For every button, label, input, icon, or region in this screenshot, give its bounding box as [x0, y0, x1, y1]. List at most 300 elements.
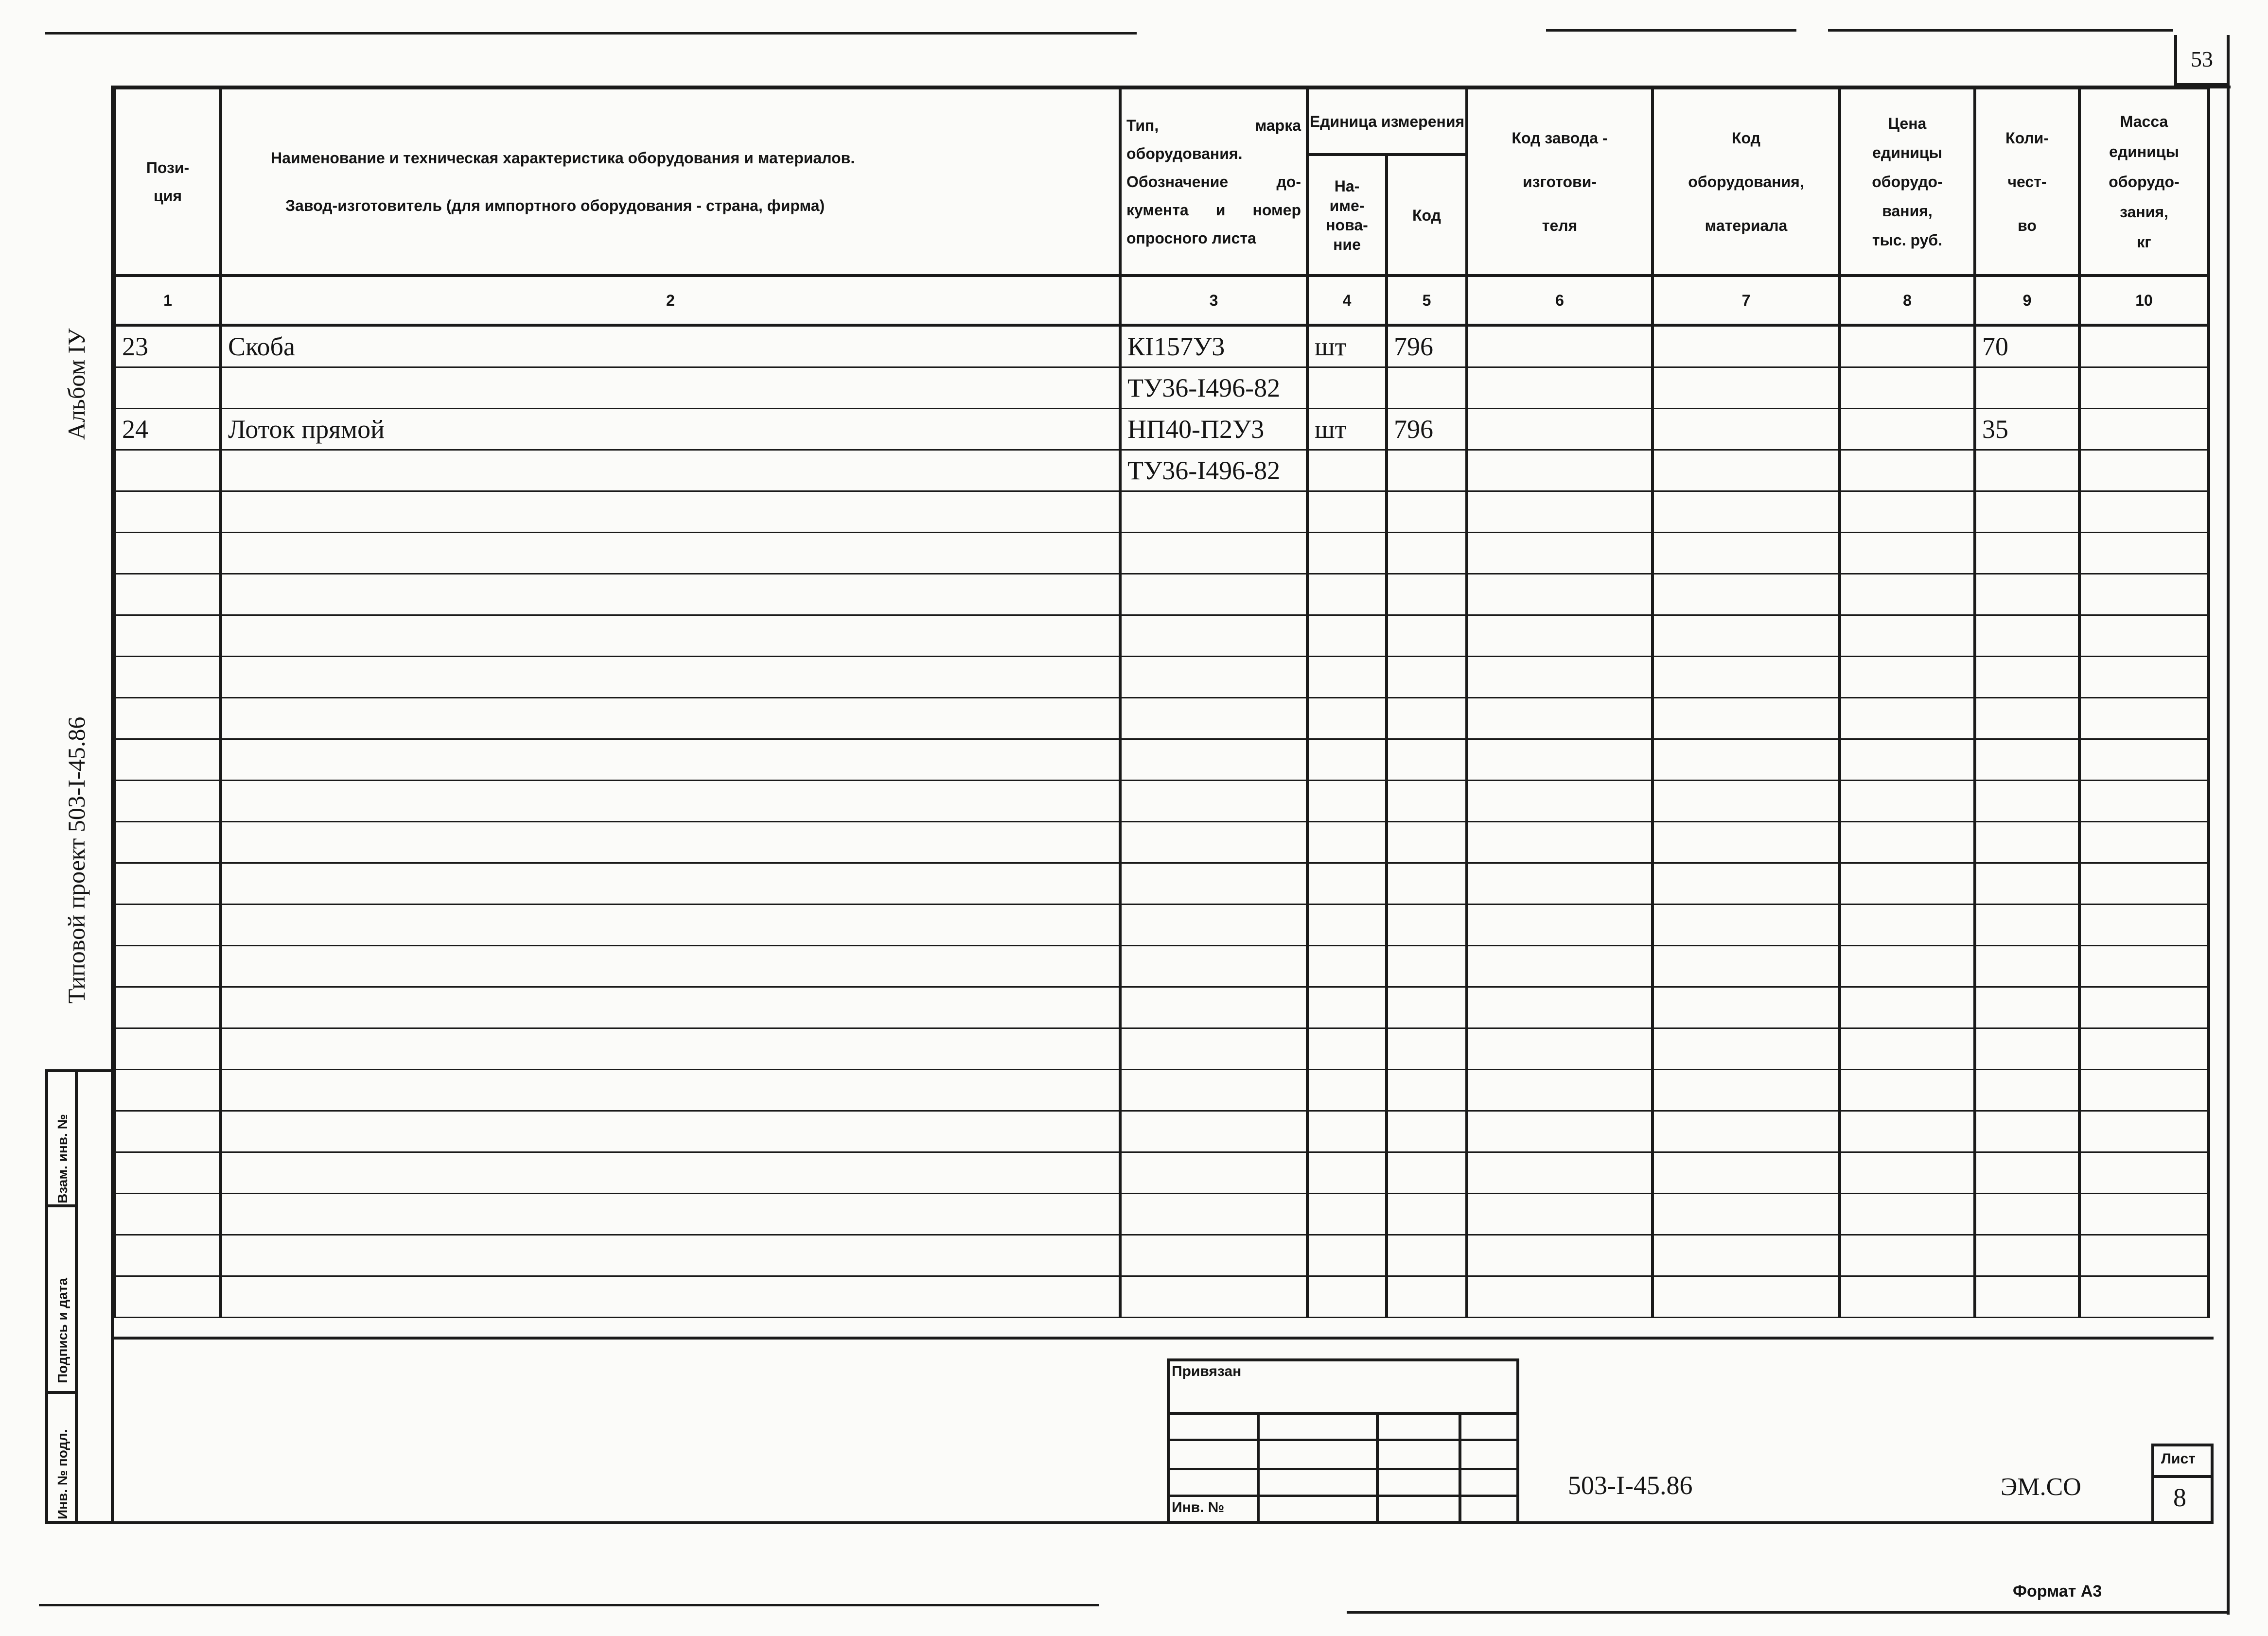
header-quantity: Коли- чест- во	[1975, 88, 2079, 276]
table-cell	[2079, 1276, 2209, 1318]
table-cell	[1975, 987, 2079, 1028]
table-cell: 796	[1387, 409, 1467, 450]
table-row	[115, 1276, 2209, 1318]
table-row	[115, 574, 2209, 615]
table-cell	[2079, 781, 2209, 822]
table-row	[115, 491, 2209, 533]
table-cell	[1840, 615, 1975, 657]
table-cell	[1840, 698, 1975, 739]
table-cell	[1307, 946, 1387, 987]
table-cell	[1120, 739, 1307, 781]
table-cell	[221, 739, 1120, 781]
table-cell	[1840, 325, 1975, 367]
table-cell	[221, 946, 1120, 987]
col-num: 4	[1307, 276, 1387, 325]
table-cell	[115, 1235, 221, 1276]
table-cell	[1975, 615, 2079, 657]
top-edge-line-left	[45, 32, 1137, 35]
project-label: Типовой проект 503-I-45.86	[63, 716, 90, 1004]
table-cell	[1653, 781, 1840, 822]
table-cell	[221, 1276, 1120, 1318]
table-cell	[1120, 574, 1307, 615]
table-cell	[1387, 698, 1467, 739]
table-cell	[1307, 1194, 1387, 1235]
table-cell	[1467, 367, 1653, 409]
table-cell	[1120, 905, 1307, 946]
header-type: Тип, марка оборудования. Обозначение до- кумента и номер опросного листа	[1120, 88, 1307, 276]
doc-code: 503-I-45.86	[1568, 1471, 1693, 1500]
table-cell: КI157У3	[1120, 325, 1307, 367]
header-name-line2: Завод-изготовитель (для импортного оборудования - страна, фирма)	[285, 197, 825, 214]
table-cell	[1653, 1276, 1840, 1318]
table-cell	[1387, 574, 1467, 615]
table-cell	[1840, 739, 1975, 781]
table-cell	[115, 739, 221, 781]
table-row	[115, 533, 2209, 574]
table-cell	[2079, 905, 2209, 946]
table-cell	[1467, 574, 1653, 615]
table-cell	[115, 698, 221, 739]
table-row	[115, 1028, 2209, 1070]
table-cell	[1653, 1235, 1840, 1276]
table-cell	[1307, 533, 1387, 574]
table-cell	[221, 781, 1120, 822]
table-cell	[1467, 781, 1653, 822]
inv-label: Инв. №	[1172, 1499, 1225, 1515]
titleblock-top-line	[113, 1337, 2214, 1340]
table-cell	[1467, 987, 1653, 1028]
col-num: 2	[221, 276, 1120, 325]
header-unit-name: На- име- нова- ние	[1307, 155, 1387, 276]
table-cell	[1120, 946, 1307, 987]
col-num: 9	[1975, 276, 2079, 325]
frame-bottom-line	[1347, 1611, 2229, 1614]
header-price: Цена единицы оборудо- вания, тыс. руб.	[1840, 88, 1975, 276]
table-cell	[1120, 1235, 1307, 1276]
table-cell	[1467, 905, 1653, 946]
header-name	[221, 88, 1120, 276]
table-row	[115, 1152, 2209, 1194]
table-cell	[221, 863, 1120, 905]
table-cell	[1307, 574, 1387, 615]
header-unit-code: Код	[1387, 155, 1467, 276]
table-cell	[1467, 1070, 1653, 1111]
table-cell	[1307, 987, 1387, 1028]
album-label: Альбом IУ	[63, 328, 90, 440]
frame-right-line	[2227, 35, 2230, 1615]
table-row	[115, 1194, 2209, 1235]
table-cell	[1975, 574, 2079, 615]
table-cell	[1467, 409, 1653, 450]
table-cell	[115, 491, 221, 533]
table-cell	[221, 1194, 1120, 1235]
table-cell	[1387, 905, 1467, 946]
table-cell	[115, 863, 221, 905]
table-cell	[1975, 367, 2079, 409]
table-cell	[221, 1070, 1120, 1111]
table-cell	[1975, 698, 2079, 739]
table-cell	[1120, 615, 1307, 657]
table-cell	[1387, 450, 1467, 491]
table-cell	[1307, 698, 1387, 739]
table-cell	[1120, 822, 1307, 863]
table-cell	[1975, 781, 2079, 822]
table-row	[115, 657, 2209, 698]
table-cell	[1975, 1152, 2079, 1194]
table-cell: шт	[1307, 325, 1387, 367]
table-cell	[1387, 533, 1467, 574]
table-cell	[2079, 367, 2209, 409]
table-cell	[1467, 325, 1653, 367]
privyazan-label: Привязан	[1172, 1363, 1242, 1379]
privyazan-box	[1167, 1358, 1519, 1524]
table-cell: ТУ36-I496-82	[1120, 367, 1307, 409]
table-body	[115, 325, 2209, 1318]
top-edge-line-right	[1828, 29, 2173, 32]
table-row	[115, 1070, 2209, 1111]
table-cell	[2079, 987, 2209, 1028]
table-cell	[1840, 657, 1975, 698]
header-row	[115, 88, 2209, 155]
table-cell	[2079, 946, 2209, 987]
table-cell	[1975, 1235, 2079, 1276]
table-cell	[1387, 946, 1467, 987]
sheet-label: Лист	[2161, 1451, 2196, 1467]
doc-mark: ЭМ.СО	[2001, 1473, 2081, 1501]
col-num: 7	[1653, 276, 1840, 325]
table-cell	[1120, 1028, 1307, 1070]
stamp-label-vzam: Взам. инв. №	[55, 1114, 70, 1203]
table-cell	[1975, 1111, 2079, 1152]
table-cell	[1120, 1070, 1307, 1111]
table-cell	[1653, 946, 1840, 987]
table-cell: ТУ36-I496-82	[1120, 450, 1307, 491]
format-label: Формат А3	[2013, 1582, 2102, 1601]
table-cell	[1653, 615, 1840, 657]
table-cell	[1387, 1152, 1467, 1194]
table-cell	[1307, 822, 1387, 863]
table-cell	[1120, 533, 1307, 574]
table-cell	[2079, 325, 2209, 367]
table-cell	[2079, 491, 2209, 533]
table-cell	[1307, 615, 1387, 657]
table-cell	[115, 1028, 221, 1070]
table-cell	[115, 1070, 221, 1111]
table-cell	[1467, 822, 1653, 863]
table-cell	[1653, 1194, 1840, 1235]
table-cell	[2079, 698, 2209, 739]
table-row	[115, 987, 2209, 1028]
table-cell	[1653, 987, 1840, 1028]
table-cell	[1387, 822, 1467, 863]
table-cell	[1975, 491, 2079, 533]
table-cell	[1653, 409, 1840, 450]
table-cell	[115, 905, 221, 946]
table-cell	[2079, 1111, 2209, 1152]
table-cell: Лоток прямой	[221, 409, 1120, 450]
table-cell	[1653, 325, 1840, 367]
table-cell: 35	[1975, 409, 2079, 450]
table-cell	[1387, 1235, 1467, 1276]
table-row	[115, 1111, 2209, 1152]
table-cell	[1975, 1028, 2079, 1070]
table-cell	[2079, 657, 2209, 698]
table-cell	[1387, 615, 1467, 657]
table-cell	[1307, 1070, 1387, 1111]
table-row	[115, 409, 2209, 450]
table-cell	[221, 822, 1120, 863]
specification-table	[113, 87, 2210, 1318]
table-cell	[2079, 1028, 2209, 1070]
table-cell	[1467, 863, 1653, 905]
table-row	[115, 1235, 2209, 1276]
table-cell	[1120, 1276, 1307, 1318]
table-cell	[2079, 533, 2209, 574]
table-cell	[1653, 698, 1840, 739]
table-cell	[221, 698, 1120, 739]
col-num: 3	[1120, 276, 1307, 325]
table-cell	[1653, 905, 1840, 946]
table-cell: Скоба	[221, 325, 1120, 367]
side-stamp	[45, 1069, 113, 1524]
table-cell	[1307, 1276, 1387, 1318]
table-row	[115, 325, 2209, 367]
table-cell	[1840, 1235, 1975, 1276]
table-cell	[1467, 1194, 1653, 1235]
table-cell	[115, 1194, 221, 1235]
col-num: 10	[2079, 276, 2209, 325]
table-cell	[115, 946, 221, 987]
table-cell	[1653, 367, 1840, 409]
table-row	[115, 946, 2209, 987]
table-cell	[1120, 1194, 1307, 1235]
table-cell	[221, 491, 1120, 533]
table-cell	[1387, 739, 1467, 781]
table-cell	[1307, 781, 1387, 822]
table-cell	[115, 1111, 221, 1152]
table-cell	[1467, 491, 1653, 533]
table-cell	[1975, 1070, 2079, 1111]
table-cell	[1467, 657, 1653, 698]
header-unit: Единица измерения	[1307, 88, 1467, 155]
table-cell	[1467, 450, 1653, 491]
table-cell	[1467, 1111, 1653, 1152]
table-cell	[221, 905, 1120, 946]
table-cell	[1840, 1070, 1975, 1111]
table-cell	[1840, 1152, 1975, 1194]
table-cell	[1840, 946, 1975, 987]
top-edge-line-mid	[1546, 29, 1796, 32]
table-cell	[2079, 822, 2209, 863]
table-cell	[1840, 1276, 1975, 1318]
table-cell	[115, 450, 221, 491]
table-row	[115, 450, 2209, 491]
table-cell	[1387, 657, 1467, 698]
header-factory-code: Код завода - изготови- теля	[1467, 88, 1653, 276]
table-cell	[1840, 1111, 1975, 1152]
table-cell	[221, 615, 1120, 657]
table-cell	[1975, 1194, 2079, 1235]
table-cell	[1387, 987, 1467, 1028]
table-cell	[2079, 615, 2209, 657]
table-cell	[2079, 1194, 2209, 1235]
table-cell	[1307, 1235, 1387, 1276]
table-cell	[1975, 657, 2079, 698]
table-row	[115, 698, 2209, 739]
table-cell	[1840, 1194, 1975, 1235]
table-cell	[1840, 533, 1975, 574]
table-cell	[2079, 450, 2209, 491]
col-num: 1	[115, 276, 221, 325]
table-cell	[115, 987, 221, 1028]
table-cell	[1840, 781, 1975, 822]
table-cell	[1653, 1028, 1840, 1070]
table-cell	[1653, 1111, 1840, 1152]
table-cell: 23	[115, 325, 221, 367]
table-cell	[221, 533, 1120, 574]
page-number: 53	[2174, 35, 2227, 86]
table-cell	[1653, 1070, 1840, 1111]
table-cell	[1840, 450, 1975, 491]
table-cell	[1387, 781, 1467, 822]
table-row	[115, 822, 2209, 863]
table-cell	[1120, 491, 1307, 533]
table-cell	[115, 657, 221, 698]
table-cell	[1307, 905, 1387, 946]
table-cell	[1653, 1152, 1840, 1194]
table-cell	[1307, 1152, 1387, 1194]
table-cell	[1840, 491, 1975, 533]
table-cell	[221, 987, 1120, 1028]
table-cell	[1467, 615, 1653, 657]
table-cell	[1840, 905, 1975, 946]
table-cell	[115, 1276, 221, 1318]
stamp-label-sign: Подпись и дата	[55, 1278, 70, 1383]
table-row	[115, 863, 2209, 905]
table-cell	[1975, 533, 2079, 574]
table-cell	[2079, 574, 2209, 615]
table-cell	[1840, 367, 1975, 409]
table-cell	[1975, 905, 2079, 946]
table-cell	[1653, 657, 1840, 698]
stamp-label-inv: Инв. № подл.	[55, 1429, 70, 1519]
table-cell	[1120, 987, 1307, 1028]
table-cell	[1467, 946, 1653, 987]
titleblock-bottom-line	[45, 1521, 2214, 1524]
bottom-edge-line-left	[39, 1604, 1099, 1606]
table-cell	[2079, 1235, 2209, 1276]
table-cell	[1975, 863, 2079, 905]
table-cell	[1840, 409, 1975, 450]
table-cell	[2079, 739, 2209, 781]
table-cell	[2079, 863, 2209, 905]
table-cell	[1975, 739, 2079, 781]
table-cell	[115, 533, 221, 574]
table-row	[115, 905, 2209, 946]
table-cell	[115, 822, 221, 863]
table-cell	[1307, 450, 1387, 491]
table-cell: 70	[1975, 325, 2079, 367]
table-cell	[1387, 1111, 1467, 1152]
col-num: 5	[1387, 276, 1467, 325]
table-cell	[1467, 1276, 1653, 1318]
table-cell	[221, 450, 1120, 491]
sheet-number: 8	[2173, 1483, 2186, 1512]
table-row	[115, 739, 2209, 781]
table-cell	[1467, 533, 1653, 574]
table-cell	[1840, 1028, 1975, 1070]
col-num: 8	[1840, 276, 1975, 325]
table-cell	[1653, 533, 1840, 574]
table-cell	[1120, 698, 1307, 739]
header-equipment-code: Код оборудования, материала	[1653, 88, 1840, 276]
table-cell	[115, 615, 221, 657]
table-cell	[1467, 1235, 1653, 1276]
table-cell	[1120, 1152, 1307, 1194]
header-position: Пози- ция	[115, 88, 221, 276]
table-cell	[1975, 822, 2079, 863]
table-cell	[115, 1152, 221, 1194]
table-cell	[1653, 739, 1840, 781]
table-cell	[1387, 367, 1467, 409]
table-cell	[1387, 863, 1467, 905]
table-cell	[1975, 450, 2079, 491]
table-cell	[1653, 574, 1840, 615]
table-cell: 24	[115, 409, 221, 450]
table-cell	[1307, 739, 1387, 781]
table-cell	[2079, 409, 2209, 450]
table-cell	[1467, 739, 1653, 781]
table-cell: 796	[1387, 325, 1467, 367]
table-cell	[1307, 367, 1387, 409]
table-cell	[1653, 863, 1840, 905]
table-cell	[115, 574, 221, 615]
table-cell	[1840, 863, 1975, 905]
table-cell	[1387, 1070, 1467, 1111]
table-cell	[1975, 1276, 2079, 1318]
table-cell	[1467, 698, 1653, 739]
table-row	[115, 781, 2209, 822]
table-cell	[1387, 1276, 1467, 1318]
table-cell	[221, 1235, 1120, 1276]
table-cell	[221, 1111, 1120, 1152]
table-cell	[1307, 863, 1387, 905]
table-cell	[115, 781, 221, 822]
table-cell	[1840, 822, 1975, 863]
table-cell	[221, 1152, 1120, 1194]
column-number-row	[115, 276, 2209, 325]
table-cell	[1387, 1028, 1467, 1070]
table-cell	[1653, 450, 1840, 491]
table-cell	[221, 1028, 1120, 1070]
table-cell	[1975, 946, 2079, 987]
table-cell	[221, 367, 1120, 409]
table-cell	[1653, 491, 1840, 533]
table-cell	[1120, 863, 1307, 905]
table-cell: НП40-П2У3	[1120, 409, 1307, 450]
table-cell	[1307, 1111, 1387, 1152]
header-mass: Масса единицы оборудо- зания, кг	[2079, 88, 2209, 276]
table-cell	[1120, 657, 1307, 698]
table-cell	[1120, 781, 1307, 822]
table-cell	[1467, 1152, 1653, 1194]
table-cell	[1653, 822, 1840, 863]
table-cell	[1307, 657, 1387, 698]
table-cell	[1307, 1028, 1387, 1070]
col-num: 6	[1467, 276, 1653, 325]
table-cell	[1120, 1111, 1307, 1152]
table-cell	[221, 657, 1120, 698]
